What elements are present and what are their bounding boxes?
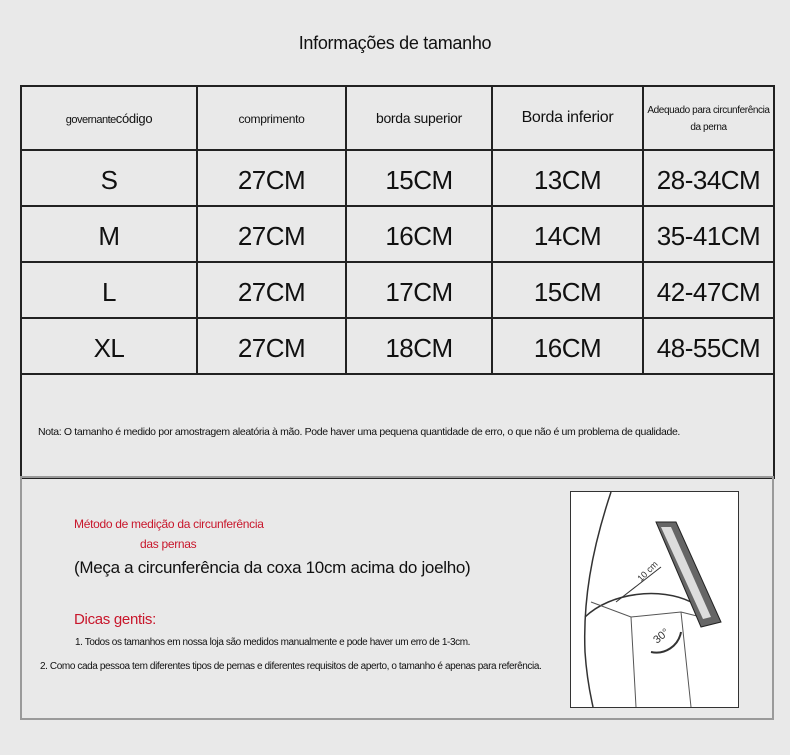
- header-top: borda superior: [346, 86, 492, 150]
- header-leg: Adequado para circunferência da perna: [643, 86, 774, 150]
- header-code: governantecódigo: [21, 86, 197, 150]
- table-note: Nota: O tamanho é medido por amostragem aleatória à mão. Pode haver uma pequena quantidade de erro, o que não é um problema de qualidade.: [38, 426, 681, 438]
- table-row: L 27CM 17CM 15CM 42-47CM: [21, 262, 774, 318]
- method-title-line2: das pernas: [140, 537, 197, 551]
- tip-item: 2. Como cada pessoa tem diferentes tipos de pernas e diferentes requisitos de aperto, o tamanho é apenas para referência.: [40, 661, 542, 672]
- method-title: Método de medição da circunferência: [74, 517, 264, 531]
- page-title: Informações de tamanho: [298, 33, 492, 53]
- header-length: comprimento: [197, 86, 346, 150]
- table-row: XL 27CM 18CM 16CM 48-55CM: [21, 318, 774, 374]
- table-header-row: [21, 86, 774, 150]
- header-bottom: Borda inferior: [492, 86, 643, 150]
- table-row: S 27CM 15CM 13CM 28-34CM: [21, 150, 774, 206]
- leg-icon: [571, 492, 738, 707]
- size-table: [20, 85, 775, 479]
- table-note-row: [21, 374, 774, 478]
- tip-item: 1. Todos os tamanhos em nossa loja são medidos manualmente e pode haver um erro de 1-3cm.: [75, 637, 471, 648]
- angle-label: 30°: [651, 626, 672, 647]
- leg-measurement-illustration: [570, 491, 739, 708]
- method-instruction: (Meça a circunferência da coxa 10cm acima do joelho): [74, 558, 471, 577]
- distance-label: 10 cm: [635, 559, 660, 584]
- tips-title: Dicas gentis:: [74, 611, 156, 628]
- table-row: M 27CM 16CM 14CM 35-41CM: [21, 206, 774, 262]
